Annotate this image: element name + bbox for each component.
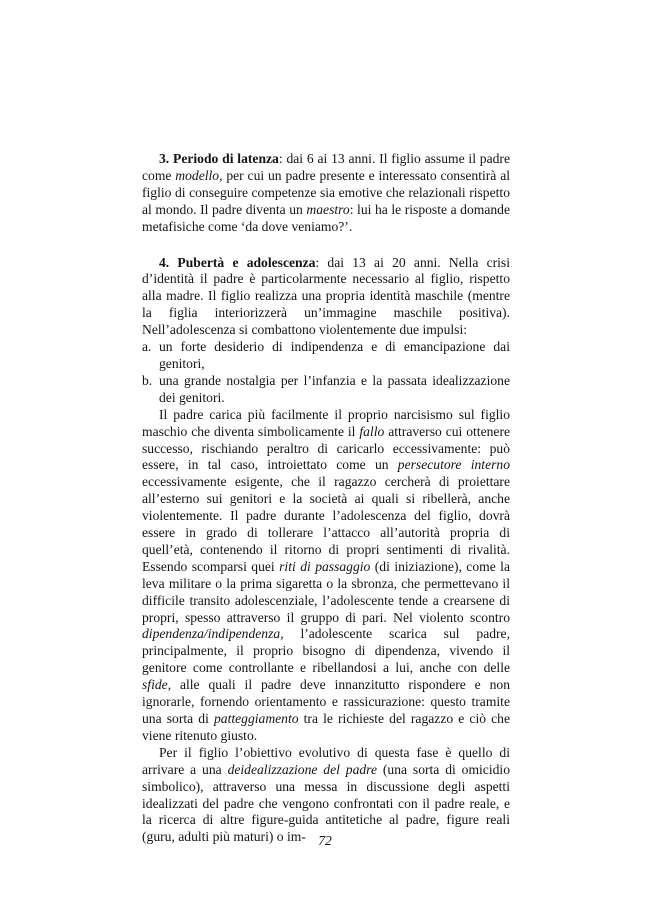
text-run: : dai 13 ai 20 anni. Nella crisi d’identità il padre è particolarmente necessario al figlio, rispetto alla madre. Il figlio realizza una propria identità maschile (mentre la figlia interiorizzerà un’immagine maschile positiva). Nell’adolescenza si combattono violentemente due impulsi:	[142, 254, 510, 338]
list-marker: b.	[142, 372, 153, 388]
italic-term: dipendenza/indipendenza	[142, 626, 281, 642]
text-run: eccessivamente esigente, che il ragazzo cercherà di proiettare all’esterno sui genitori e la società ai quali si ribellerà, anche violentemente. Il padre durante l’adolescenza del figlio, dovrà essere in grado di tollerare l’attacco all’autorità propria di quell’età, contenendo il ritorno di propri sentimenti di rivalità. Essendo scomparsi quei	[142, 474, 510, 574]
body-text	[142, 151, 510, 846]
paragraph-deidealization	[142, 745, 510, 846]
list-text: una grande nostalgia per l’infanzia e la passata idealizzazione dei genitori.	[159, 372, 510, 405]
list-item	[142, 373, 510, 407]
italic-term: modello	[175, 167, 220, 183]
text-run: , l’adolescente scarica sul padre, principalmente, il proprio bisogno di dipendenza, vivendo il genitore come controllante e ribellandosi a lui, anche con delle	[142, 626, 510, 676]
text-run: attraverso cui ottenere successo, rischiando peraltro di caricarlo eccessivamente: può essere, in tal caso, introiettato come un	[142, 423, 511, 473]
text-run: : dai 6 ai 13 anni. Il figlio assume il padre come	[142, 151, 510, 183]
text-run: , alle quali il padre deve innanzitutto rispondere e non ignorarle, fornendo orientamento e rassicurazione: questo tramite una sorta di	[142, 677, 510, 726]
list-item	[142, 339, 510, 373]
text-run: Per il figlio l’obiettivo evolutivo di questa fase è quello di arrivare a una	[142, 744, 510, 777]
page-number: 72	[318, 833, 332, 848]
section-heading: 4. Pubertà e adolescenza	[159, 254, 316, 270]
text-run: (di iniziazione), come la leva militare o la prima sigaretta o la sbronza, che permettevano il difficile transito adolescenziale, l’adolescente tende a crearsene di propri, spesso attraverso il gruppo di pari. Nel violento scontro	[142, 558, 510, 625]
text-run: (una sorta di omicidio simbolico), attraverso una messa in discussione degli aspetti idealizzati del padre che vengono confrontati con il padre reale, e la ricerca di altre figure-guida antitetiche al padre, figure reali (guru, adulti più maturi) o im-	[142, 761, 510, 845]
section-gap	[142, 236, 510, 255]
text-run: , per cui un padre presente e interessato consentirà al figlio di conseguire competenze sia emotive che relazionali rispetto al mondo. Il padre diventa un	[142, 167, 510, 217]
text-run: : lui ha le risposte a domande metafisiche come ‘da dove veniamo?’.	[142, 201, 510, 234]
italic-term: patteggiamento	[213, 711, 299, 726]
section-latency	[142, 151, 510, 236]
paragraph-narcissism	[142, 407, 510, 745]
italic-term: maestro	[306, 201, 350, 217]
text-run: Il padre carica più facilmente il proprio narcisismo sul figlio maschio che diventa simbolicamente il	[142, 406, 510, 439]
italic-term: sfide	[142, 677, 168, 693]
italic-term: deidealizzazione del padre	[227, 761, 377, 777]
list-marker: a.	[142, 339, 152, 355]
list-text: un forte desiderio di indipendenza e di emancipazione dai genitori,	[159, 339, 510, 371]
section-puberty	[142, 255, 510, 340]
italic-term: persecutore interno	[397, 457, 510, 473]
text-run: tra le richieste del ragazzo e ciò che viene ritenuto giusto.	[142, 711, 510, 743]
italic-term: fallo	[359, 423, 385, 439]
section-heading: 3. Periodo di latenza	[159, 151, 279, 166]
italic-term: riti di passaggio	[279, 558, 371, 574]
impulse-list	[142, 339, 510, 407]
